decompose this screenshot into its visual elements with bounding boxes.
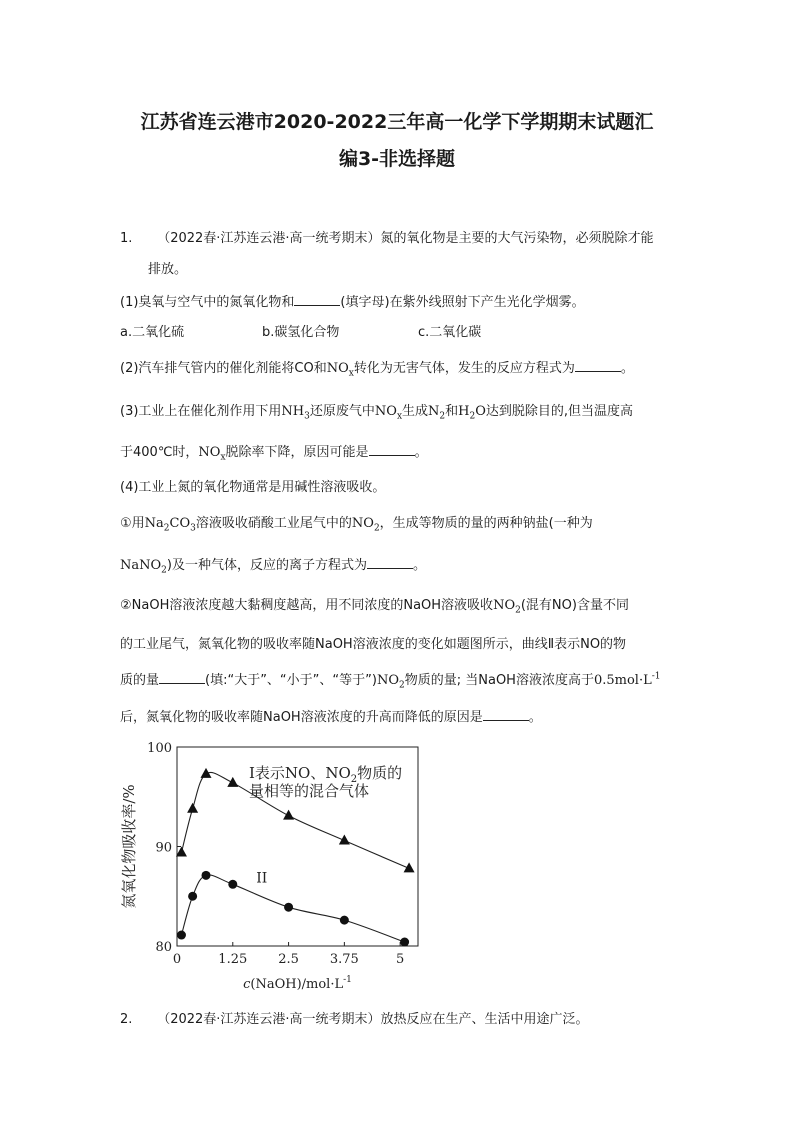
q1-part4-sub2-line2: 的工业尾气，氮氧化物的吸收率随NaOH溶液浓度的变化如题图所示，曲线Ⅱ表示NO的物 xyxy=(120,637,627,652)
y-axis-label: 氮氧化物吸收率/% xyxy=(120,784,138,909)
series-i-annotation-line2: 量相等的混合气体 xyxy=(249,782,370,800)
x-tick-label: 1.25 xyxy=(218,952,248,967)
q1-part4-sub1-cont: NaNO$_2$)及一种气体，反应的离子方程式为 。 xyxy=(120,558,426,576)
x-tick-label: 0 xyxy=(172,952,182,967)
q1-part3-cont: 于400℃时，$NO_x$脱除率下降，原因可能是 。 xyxy=(120,445,428,463)
q1-option-c: c.二氧化碳 xyxy=(418,325,482,340)
page-title-line-2: 编3-非选择题 xyxy=(338,148,456,170)
x-axis-label: $c(NaOH)/mol\cdot L^{-1}$ xyxy=(243,975,352,992)
series-i-point xyxy=(404,862,415,872)
answer-blank[interactable] xyxy=(367,556,413,569)
y-tick-label: 100 xyxy=(147,741,172,756)
series-ii-line xyxy=(181,875,404,942)
q1-number: 1. xyxy=(120,231,133,246)
series-ii-point xyxy=(188,892,197,901)
series-i-point xyxy=(339,835,350,845)
series-ii-point xyxy=(400,938,409,947)
q1-part3: (3)工业上在催化剂作用下用$NH_3$还原废气中$NO_x$生成$N_2$和$H_2O$达到脱除目的,但当温度高 xyxy=(120,404,634,422)
series-ii-point xyxy=(340,916,349,925)
q1-part1: (1)臭氧与空气中的氮氧化物和 (填字母)在紫外线照射下产生光化学烟雾。 xyxy=(120,295,585,310)
answer-blank[interactable] xyxy=(159,671,205,684)
q1-option-a: a.二氧化硫 xyxy=(120,325,185,340)
q2-number: 2. xyxy=(120,1012,133,1027)
series-i-point xyxy=(176,846,187,856)
x-tick-label: 3.75 xyxy=(329,952,359,967)
q2-text: 2. （2022春·江苏连云港·高一统考期末）放热反应在生产、生活中用途广泛。 xyxy=(120,1012,589,1027)
series-i-annotation: I表示NO、$NO_2$物质的 xyxy=(249,764,403,785)
absorption-rate-chart xyxy=(112,735,432,1000)
q1-part4-sub2: ②NaOH溶液浓度越大黏稠度越高，用不同浓度的NaOH溶液吸收$NO_2$(混有NO)含量不同 xyxy=(120,598,629,616)
q1-part4-sub1: ①用$Na_2CO_3$溶液吸收硝酸工业尾气中的$NO_2$，生成等物质的量的两种钠盐(一种为 xyxy=(120,516,593,534)
q1-option-b: b.碳氢化合物 xyxy=(262,325,340,340)
series-i-point xyxy=(227,777,238,787)
q1-part4: (4)工业上氮的氧化物通常是用碱性溶液吸收。 xyxy=(120,480,386,495)
series-i-point xyxy=(283,810,294,820)
q1-part4-sub2-line3: 质的量 (填:“大于”、“小于”、“等于$”)NO_2$物质的量; 当NaOH溶液浓度高于$0.5mol\cdot L^{-1}$ xyxy=(120,671,661,691)
answer-blank[interactable] xyxy=(483,708,529,721)
page-title-line-1: 江苏省连云港市2020-2022三年高一化学下学期期末试题汇 xyxy=(140,111,654,133)
q1-intro-cont: 排放。 xyxy=(148,262,188,277)
series-ii-point xyxy=(284,903,293,912)
y-tick-label: 80 xyxy=(155,940,172,955)
series-ii-point xyxy=(228,880,237,889)
series-ii-label: II xyxy=(256,870,268,887)
answer-blank[interactable] xyxy=(294,293,340,306)
y-tick-label: 90 xyxy=(155,840,172,856)
series-ii-point xyxy=(202,871,211,880)
q1-intro: 1. （2022春·江苏连云港·高一统考期末）氮的氧化物是主要的大气污染物，必须脱除才能 xyxy=(120,231,654,246)
answer-blank[interactable] xyxy=(369,443,415,456)
series-ii-point xyxy=(177,931,186,940)
q1-part4-sub2-line4: 后，氮氧化物的吸收率随NaOH溶液浓度的升高而降低的原因是 。 xyxy=(120,710,542,725)
x-tick-label: 2.5 xyxy=(278,952,299,967)
answer-blank[interactable] xyxy=(575,359,621,372)
x-tick-label: 5 xyxy=(396,952,405,967)
q1-part2: (2)汽车排气管内的催化剂能将CO和$NO_x$转化为无害气体，发生的反应方程式为 。 xyxy=(120,361,634,379)
series-i-point xyxy=(187,803,198,813)
